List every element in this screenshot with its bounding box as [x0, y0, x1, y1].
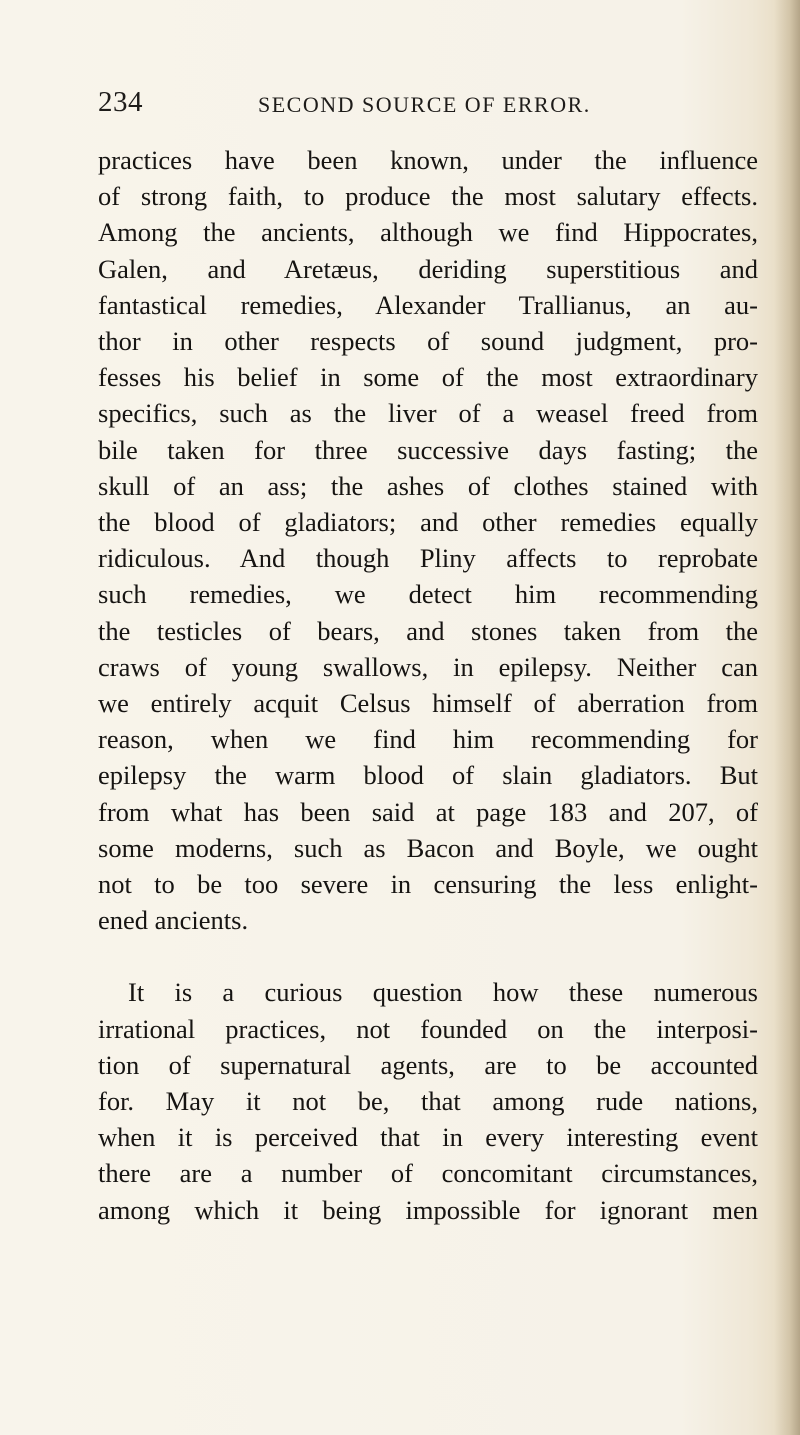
text-line: ened ancients. [98, 905, 249, 936]
paragraph-1 [98, 142, 758, 938]
text-line: we entirely acquit Celsus himself of aberration from [98, 688, 758, 719]
text-line: not to be too severe in censuring the less enlight- [98, 869, 758, 900]
text-line: practices have been known, under the influence [98, 145, 758, 175]
text-line: specifics, such as the liver of a weasel freed from [98, 398, 758, 429]
page-number: 234 [98, 86, 143, 118]
text-line: reason, when we find him recommending for [98, 724, 758, 755]
text-line: skull of an ass; the ashes of clothes stained with [98, 470, 758, 501]
text-line: It is a curious question how these numerous [128, 977, 758, 1008]
paragraph-gap [98, 938, 758, 974]
text-line: fantastical remedies, Alexander Trallianus, an au- [98, 289, 758, 320]
text-line: some moderns, such as Bacon and Boyle, we ought [98, 832, 758, 863]
text-line: Galen, and Aretæus, deriding superstitious and [98, 253, 758, 284]
text-line: ridiculous. And though Pliny affects to reprobate [98, 543, 758, 574]
text-line: Among the ancients, although we find Hippocrates, [98, 217, 758, 248]
page-edge-shadow [774, 0, 800, 1435]
body-text [98, 142, 758, 1228]
text-line: the testicles of bears, and stones taken from the [98, 615, 758, 646]
text-line: from what has been said at page 183 and 207, of [98, 796, 758, 827]
text-line: when it is perceived that in every interesting event [98, 1122, 758, 1153]
text-line: craws of young swallows, in epilepsy. Neither can [98, 651, 758, 682]
text-line: for. May it not be, that among rude nations, [98, 1086, 758, 1117]
text-line: among which it being impossible for ignorant men [98, 1194, 758, 1225]
text-line: fesses his belief in some of the most extraordinary [98, 362, 758, 393]
text-line: tion of supernatural agents, are to be accounted [98, 1049, 758, 1080]
text-line: epilepsy the warm blood of slain gladiators. But [98, 760, 758, 791]
text-line: thor in other respects of sound judgment, pro- [98, 326, 758, 357]
text-line: of strong faith, to produce the most salutary effects. [98, 181, 758, 212]
text-line: irrational practices, not founded on the interposi- [98, 1013, 758, 1044]
text-line: bile taken for three successive days fasting; the [98, 434, 758, 465]
page-header [98, 86, 618, 126]
running-head: SECOND SOURCE OF ERROR. [258, 92, 591, 117]
text-line: the blood of gladiators; and other remedies equally [98, 507, 758, 538]
text-line: such remedies, we detect him recommending [98, 579, 758, 610]
text-line: there are a number of concomitant circumstances, [98, 1158, 758, 1189]
paragraph-2 [98, 974, 758, 1227]
